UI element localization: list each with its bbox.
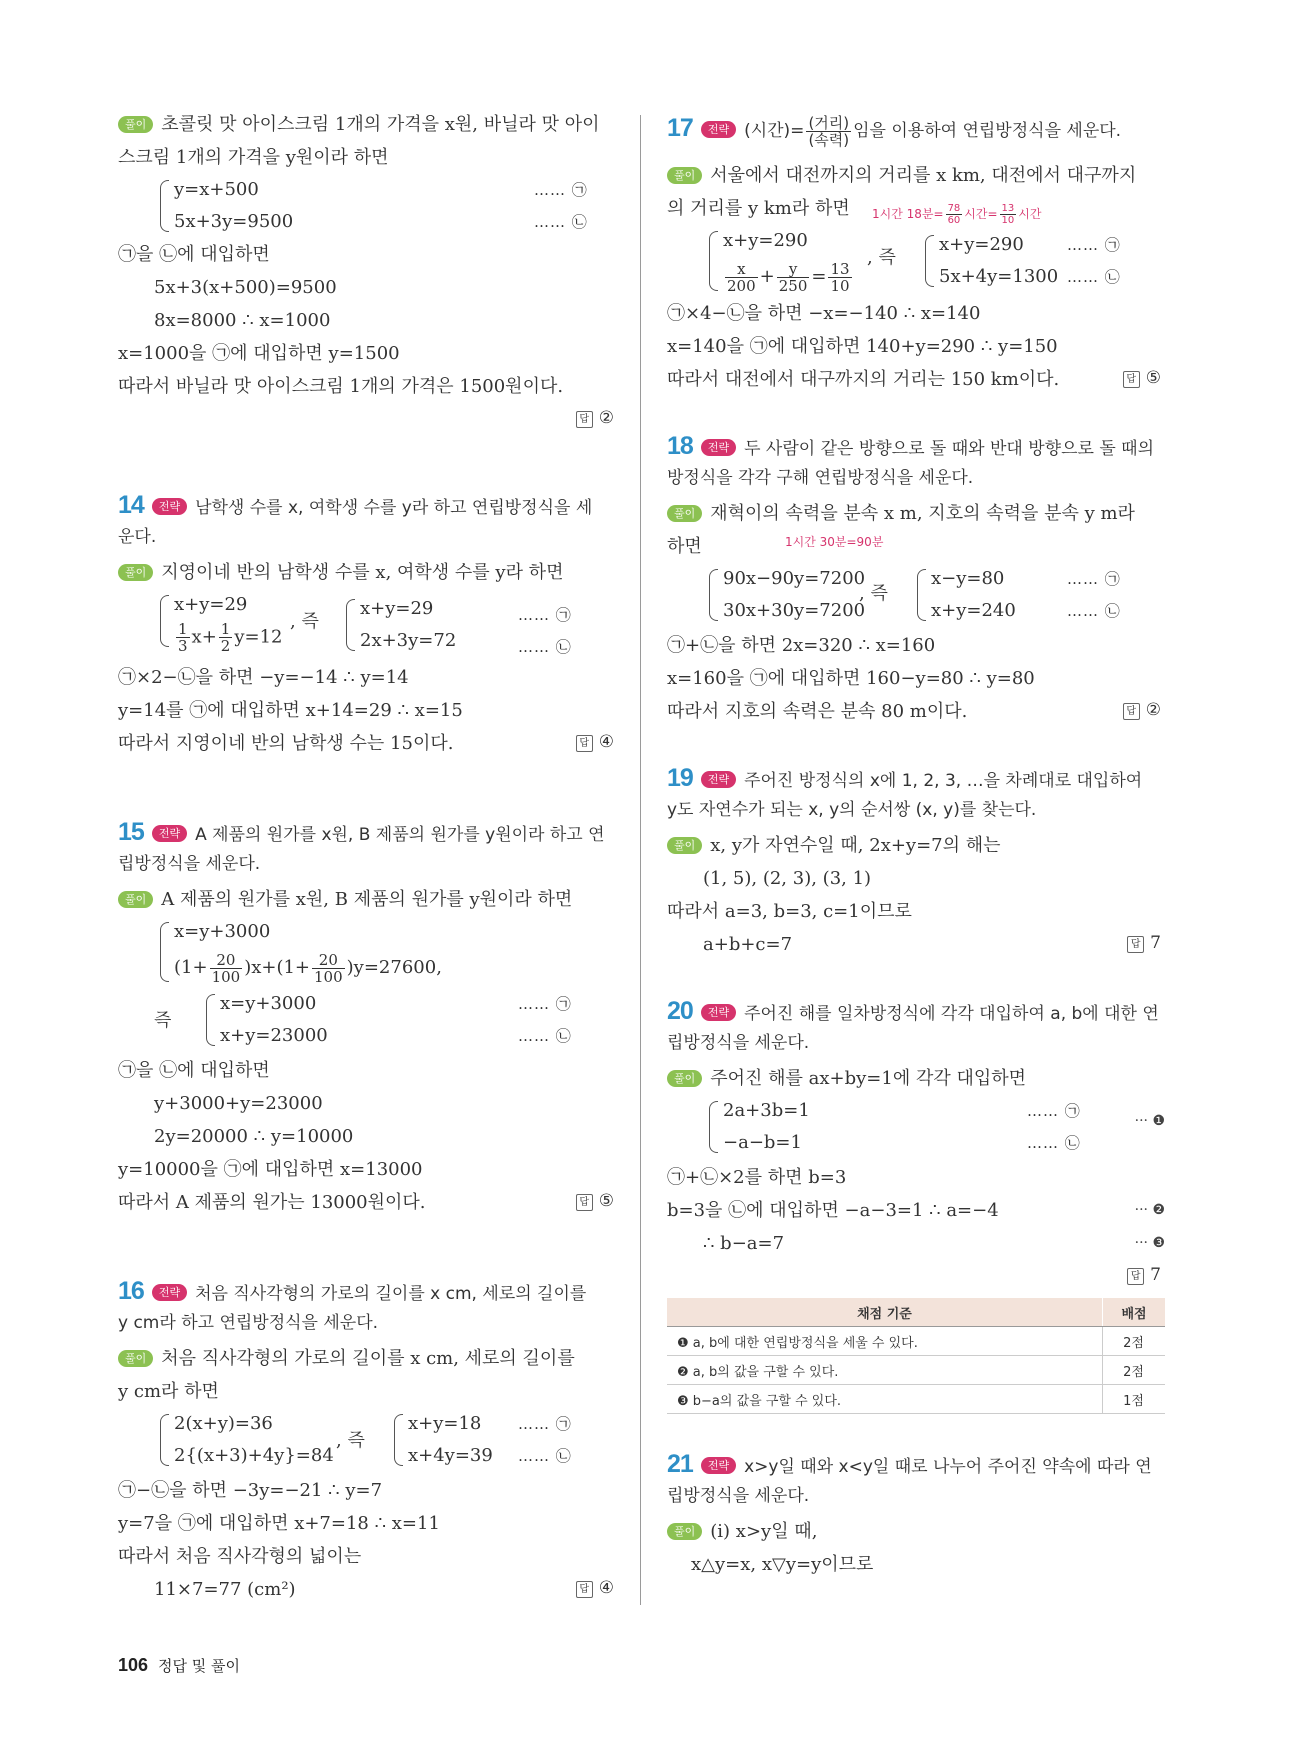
text-line: 하면 [667, 536, 702, 557]
column-divider [640, 115, 641, 1605]
strategy-text: 두 사람이 같은 방향으로 돌 때와 반대 방향으로 돌 때의 [744, 439, 1154, 459]
strategy-text: 방정식을 각각 구해 연립방정식을 세운다. [667, 468, 974, 488]
strategy-badge: 전략 [701, 1004, 736, 1021]
text-line: y=7을 ㉠에 대입하면 x+7=18 ∴ x=11 [118, 1513, 440, 1534]
page-footer [118, 1655, 240, 1676]
problem-number: 17 [667, 114, 693, 142]
text-line: x=1000을 ㉠에 대입하면 y=1500 [118, 343, 400, 364]
table-header: 배점 [1103, 1298, 1166, 1327]
problem-number: 18 [667, 432, 693, 460]
answer-icon: 답 [1123, 371, 1140, 388]
equation-system [707, 563, 865, 627]
equation-tag: …… ㉡ [518, 1447, 572, 1465]
equation-system [923, 229, 1058, 293]
strategy-badge: 전략 [701, 1457, 736, 1474]
text-line: 11×7=77 (cm²) [154, 1579, 296, 1600]
strategy-badge: 전략 [701, 771, 736, 788]
solution-badge: 풀이 [118, 1350, 153, 1367]
equation-block [118, 1408, 618, 1474]
equation-tag: …… ㉡ [518, 1027, 572, 1045]
text-line: 따라서 a=3, b=3, c=1이므로 [667, 901, 912, 922]
text-line: ∴ b−a=7 [703, 1233, 785, 1254]
equation: −a−b=1 [723, 1132, 802, 1153]
strategy-text: y cm라 하고 연립방정식을 세운다. [118, 1313, 379, 1333]
separator: , 즉 [867, 247, 896, 268]
fraction: $\frac{20}{100}$ [211, 950, 241, 986]
equation-tag: …… ㉠ [518, 1415, 572, 1433]
equation: 2x+3y=72 [360, 630, 457, 651]
problem-number: 16 [118, 1277, 144, 1305]
step-marker: ··· ❸ [1134, 1235, 1165, 1251]
strategy-text: 립방정식을 세운다. [667, 1486, 810, 1506]
fraction-numerator: (거리) [808, 113, 850, 132]
section-title: 정답 및 풀이 [158, 1657, 241, 1675]
strategy-text: A 제품의 원가를 x원, B 제품의 원가를 y원이라 하고 연 [195, 825, 605, 845]
solution-badge: 풀이 [667, 167, 702, 184]
text-line: ㉠+㉡을 하면 2x=320 ∴ x=160 [667, 635, 936, 656]
answer [1127, 928, 1165, 958]
strategy-badge: 전략 [152, 1284, 187, 1301]
equation: x+y=23000 [220, 1025, 328, 1046]
equation: x+y=29 [360, 598, 434, 619]
equation-system [158, 174, 618, 238]
equation-tag: …… ㉡ [534, 213, 588, 231]
text-line: 따라서 지호의 속력은 분속 80 m이다. [667, 701, 968, 722]
strategy-text: 립방정식을 세운다. [667, 1033, 810, 1053]
fraction: $\frac{13}{10}$ [830, 259, 850, 295]
solution-badge: 풀이 [667, 1523, 702, 1540]
equation: 30x+30y=7200 [723, 600, 866, 621]
annotation: 1시간 30분=90분 [785, 535, 884, 549]
equation-system: x+y=29 $\frac{1}{3}$ x+ $\frac{1}{2}$ y=12 [158, 589, 282, 653]
answer [576, 1573, 618, 1603]
problem-16 [118, 1277, 618, 1606]
text-line: ㉠×4−㉡을 하면 −x=−140 ∴ x=140 [667, 303, 981, 324]
fraction: $\frac{x}{200}$ [727, 259, 756, 295]
text-line: 5x+3(x+500)=9500 [154, 277, 337, 298]
equation: x+y=29 [174, 594, 248, 615]
solution-badge: 풀이 [667, 1070, 702, 1087]
answer-value: 7 [1150, 1265, 1161, 1285]
equation-block [118, 589, 618, 661]
text-line: a+b+c=7 [703, 934, 793, 955]
table-cell: ❶ a, b에 대한 연립방정식을 세울 수 있다. [667, 1327, 1103, 1356]
strategy-badge: 전략 [152, 498, 187, 515]
fraction: $\frac{y}{250}$ [778, 259, 808, 295]
equation-system: x+y=290 $\frac{x}{200}$ + $\frac{y}{250}$ = $\frac{13}{10}$ [707, 225, 854, 297]
text-line: 서울에서 대전까지의 거리를 x km, 대전에서 대구까지 [710, 165, 1137, 186]
table-header: 채점 기준 [667, 1298, 1103, 1327]
page-number: 106 [118, 1655, 149, 1675]
strategy-badge: 전략 [152, 825, 187, 842]
answer-value: ⑤ [1145, 368, 1161, 388]
strategy-text: 주어진 해를 일차방정식에 각각 대입하여 a, b에 대한 연 [744, 1004, 1159, 1024]
answer-icon: 답 [576, 411, 593, 428]
text-line: 의 거리를 y km라 하면 [667, 198, 850, 219]
text-line: y=10000을 ㉠에 대입하면 x=13000 [118, 1159, 423, 1180]
text-line: 초콜릿 맛 아이스크림 1개의 가격을 x원, 바닐라 맛 아이 [161, 114, 600, 135]
equation-system [344, 593, 456, 657]
equation: x+y=18 [408, 1413, 482, 1434]
table-cell: 2점 [1103, 1356, 1166, 1385]
strategy-text: 주어진 방정식의 x에 1, 2, 3, …을 차례대로 대입하여 [744, 771, 1143, 791]
text-line: 주어진 해를 ax+by=1에 각각 대입하면 [710, 1068, 1026, 1089]
strategy-badge: 전략 [701, 121, 736, 138]
text-line: ㉠−㉡을 하면 −3y=−21 ∴ y=7 [118, 1480, 383, 1501]
solution-badge: 풀이 [118, 891, 153, 908]
equation-system: x=y+3000 (1+ $\frac{20}{100}$ )x+(1+ $\frac{20}{100}$ )y=27600, [158, 916, 618, 988]
strategy-text: 임을 이용하여 연립방정식을 세운다. [853, 121, 1122, 141]
equation: x+4y=39 [408, 1445, 493, 1466]
text-line: 따라서 처음 직사각형의 넓이는 [118, 1546, 362, 1567]
separator: , 즉 [336, 1430, 365, 1451]
answer-value: ② [598, 408, 614, 428]
text-line: x=160을 ㉠에 대입하면 160−y=80 ∴ y=80 [667, 668, 1035, 689]
answer-value: ④ [598, 732, 614, 752]
fraction [806, 115, 851, 148]
answer-icon: 답 [576, 735, 593, 752]
strategy-text: y도 자연수가 되는 x, y의 순서쌍 (x, y)를 찾는다. [667, 800, 1037, 820]
answer [1123, 695, 1165, 725]
solution-badge: 풀이 [667, 505, 702, 522]
problem-15 [118, 818, 618, 1219]
equation: x+y=290 [723, 230, 808, 251]
text-line: (1, 5), (2, 3), (3, 1) [703, 868, 872, 889]
equation: x+y=240 [931, 600, 1016, 621]
equation: y=x+500 [174, 179, 259, 200]
answer [667, 1260, 1165, 1290]
equation-system [915, 563, 1016, 627]
step-marker: ··· ❷ [1134, 1202, 1165, 1218]
answer [118, 403, 618, 433]
equation-block [118, 988, 618, 1054]
step-marker: ··· ❶ [1134, 1113, 1165, 1129]
problem-number: 21 [667, 1450, 693, 1478]
equation-tag: …… ㉠ [518, 995, 572, 1013]
equation: 2{(x+3)+4y}=84 [174, 1445, 334, 1466]
annotation: 1시간 18분= $\frac{78}{60}$ 시간= $\frac{13}{10}$ 시간 [872, 203, 1042, 226]
equation-system [392, 1408, 493, 1472]
fraction: $\frac{20}{100}$ [314, 950, 343, 986]
answer-icon: 답 [1127, 1268, 1144, 1285]
text-line: 따라서 A 제품의 원가는 13000원이다. [118, 1192, 426, 1213]
equation-system [204, 988, 328, 1052]
equation: x=y+3000 [220, 993, 317, 1014]
answer-value: 7 [1150, 933, 1161, 953]
text-line: ㉠을 ㉡에 대입하면 [118, 1060, 270, 1081]
problem-13-solution [118, 108, 618, 433]
text-line: y=14를 ㉠에 대입하면 x+14=29 ∴ x=15 [118, 700, 463, 721]
answer-value: ② [1145, 700, 1161, 720]
problem-19 [667, 764, 1165, 961]
text-line: 재혁이의 속력을 분속 x m, 지호의 속력을 분속 y m라 [710, 503, 1135, 524]
solution-badge: 풀이 [118, 564, 153, 581]
answer [576, 727, 618, 757]
text-line: 따라서 대전에서 대구까지의 거리는 150 km이다. [667, 369, 1060, 390]
table-cell: 2점 [1103, 1327, 1166, 1356]
equation: x−y=80 [931, 568, 1005, 589]
text-line: x, y가 자연수일 때, 2x+y=7의 해는 [710, 835, 1001, 856]
equation: 2(x+y)=36 [174, 1413, 273, 1434]
text-line: x△y=x, x▽y=y이므로 [691, 1554, 874, 1575]
table-row [667, 1356, 1165, 1385]
text-line: (i) x>y일 때, [710, 1521, 818, 1542]
text-line: y+3000+y=23000 [154, 1093, 323, 1114]
problem-14 [118, 491, 618, 760]
strategy-text: x>y일 때와 x<y일 때로 나누어 주어진 약속에 따라 연 [744, 1457, 1152, 1477]
equation-block [667, 1095, 1165, 1161]
separator: , 즉 [290, 611, 319, 632]
solution-badge: 풀이 [667, 837, 702, 854]
equation-tag: …… ㉡ [1067, 268, 1121, 286]
strategy-text: 운다. [118, 527, 157, 547]
text-line: ㉠×2−㉡을 하면 −y=−14 ∴ y=14 [118, 667, 409, 688]
answer-icon: 답 [1123, 703, 1140, 720]
equation-block [667, 225, 1165, 297]
problem-number: 20 [667, 997, 693, 1025]
problem-number: 14 [118, 491, 144, 519]
solution-badge: 풀이 [118, 116, 153, 133]
text-line: 처음 직사각형의 가로의 길이를 x cm, 세로의 길이를 [161, 1348, 575, 1369]
text-line: b=3을 ㉡에 대입하면 −a−3=1 ∴ a=−4 [667, 1200, 999, 1221]
text-line: A 제품의 원가를 x원, B 제품의 원가를 y원이라 하면 [161, 889, 573, 910]
problem-21 [667, 1450, 1165, 1581]
equation: 5x+4y=1300 [939, 266, 1059, 287]
table-row [667, 1385, 1165, 1414]
separator: , 즉 [859, 583, 888, 604]
equation-system [158, 1408, 334, 1472]
equation: x=y+3000 [174, 921, 271, 942]
table-cell: 1점 [1103, 1385, 1166, 1414]
text-line: 8x=8000 ∴ x=1000 [154, 310, 331, 331]
equation: 2a+3b=1 [723, 1100, 810, 1121]
text-line: 2y=20000 ∴ y=10000 [154, 1126, 354, 1147]
table-cell: ❷ a, b의 값을 구할 수 있다. [667, 1356, 1103, 1385]
separator: 즉 [154, 1010, 172, 1031]
strategy-text: (시간)= [744, 121, 805, 141]
table-header-row [667, 1298, 1165, 1327]
problem-17 [667, 108, 1165, 396]
strategy-text: 남학생 수를 x, 여학생 수를 y라 하고 연립방정식을 세 [195, 498, 593, 518]
answer-icon: 답 [1127, 936, 1144, 953]
equation-system [707, 1095, 810, 1159]
answer [1123, 363, 1165, 393]
equation: 90x−90y=7200 [723, 568, 866, 589]
text-line: 스크림 1개의 가격을 y원이라 하면 [118, 147, 389, 168]
equation: x+y=290 [939, 234, 1024, 255]
problem-number: 19 [667, 764, 693, 792]
table-row [667, 1327, 1165, 1356]
equation-tag: …… ㉠ [518, 606, 572, 624]
answer-value: ④ [598, 1578, 614, 1598]
equation-tag: …… ㉡ [1067, 602, 1121, 620]
answer-icon: 답 [576, 1581, 593, 1598]
problem-number: 15 [118, 818, 144, 846]
text-line: 지영이네 반의 남학생 수를 x, 여학생 수를 y라 하면 [161, 562, 564, 583]
text-line: 따라서 지영이네 반의 남학생 수는 15이다. [118, 733, 454, 754]
problem-18 [667, 432, 1165, 728]
strategy-badge: 전략 [701, 439, 736, 456]
scoring-table [667, 1298, 1165, 1414]
left-column [118, 108, 618, 1606]
fraction: $\frac{1}{2}$ [220, 620, 231, 655]
problem-20 [667, 997, 1165, 1414]
equation-tag: …… ㉡ [518, 638, 572, 656]
text-line: y cm라 하면 [118, 1381, 219, 1402]
fraction-denominator: (속력) [808, 130, 850, 149]
strategy-text: 립방정식을 세운다. [118, 854, 261, 874]
fraction: $\frac{1}{3}$ [178, 620, 188, 655]
table-cell: ❸ b−a의 값을 구할 수 있다. [667, 1385, 1103, 1414]
equation-tag: …… ㉡ [1027, 1134, 1081, 1152]
answer-value: ⑤ [598, 1191, 614, 1211]
equation-tag: …… ㉠ [1067, 236, 1121, 254]
right-column [667, 108, 1165, 1581]
answer [576, 1186, 618, 1216]
answer-icon: 답 [576, 1194, 593, 1211]
equation-tag: …… ㉠ [534, 181, 588, 199]
text-line: x=140을 ㉠에 대입하면 140+y=290 ∴ y=150 [667, 336, 1058, 357]
text-line: 따라서 바닐라 맛 아이스크림 1개의 가격은 1500원이다. [118, 376, 564, 397]
equation: 5x+3y=9500 [174, 211, 294, 232]
equation-tag: …… ㉠ [1027, 1102, 1081, 1120]
text-line: ㉠+㉡×2를 하면 b=3 [667, 1167, 847, 1188]
equation-block [667, 563, 1165, 629]
equation-tag: …… ㉠ [1067, 570, 1121, 588]
text-line: ㉠을 ㉡에 대입하면 [118, 244, 270, 265]
strategy-text: 처음 직사각형의 가로의 길이를 x cm, 세로의 길이를 [195, 1284, 587, 1304]
